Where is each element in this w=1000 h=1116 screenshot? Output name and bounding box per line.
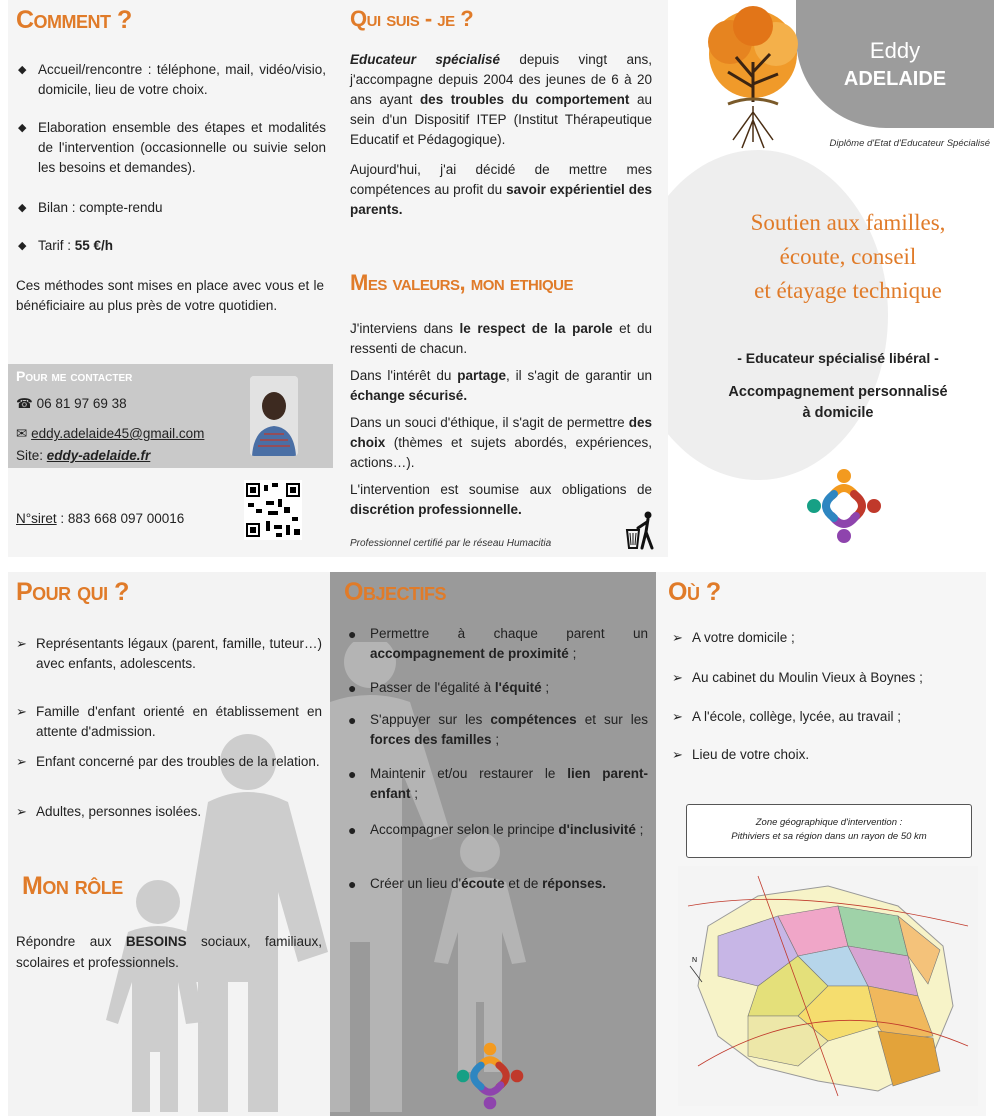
pourqui-item-3: ➢ Enfant concerné par des troubles de la relation. [12, 752, 322, 772]
panel-ou [656, 572, 986, 1116]
arrow-bullet-icon: ➢ [672, 630, 683, 645]
objectif-item-1: ● Permettre à chaque parent un accompagnement de proximité ; [348, 626, 648, 661]
family-circle-logo [804, 466, 884, 549]
panel-comment [8, 0, 334, 557]
objectifs-title: Objectifs [344, 578, 446, 606]
panel-qui-suis-je [334, 0, 668, 557]
arrow-bullet-icon: ➢ [16, 754, 27, 769]
diamond-bullet-icon: ◆ [18, 64, 27, 76]
pourqui-item-2: ➢ Famille d'enfant orienté en établissement en attente d'admission. [16, 704, 322, 739]
arrow-bullet-icon: ➢ [16, 804, 27, 819]
valeurs-p2: Dans l'intérêt du partage, il s'agit de garantir un échange sécurisé. [350, 368, 652, 403]
svg-text:N: N [692, 957, 698, 964]
ou-item-1: ➢ A votre domicile ; [668, 628, 978, 648]
comment-item-3: ◆ Bilan : compte-rendu [14, 198, 326, 218]
arrow-bullet-icon: ➢ [672, 747, 683, 762]
dot-bullet-icon: ● [348, 712, 357, 728]
last-name: ADELAIDE [843, 68, 947, 90]
envelope-icon: ✉ [16, 426, 28, 441]
diploma: Diplôme d'Etat d'Educateur Spécialisé [829, 138, 990, 149]
first-name: Eddy [869, 38, 921, 63]
accomp-line: Accompagnement personnalisé à domicile [728, 384, 948, 421]
phone-icon: ☎ [16, 396, 33, 411]
name-tab [796, 0, 994, 128]
ou-item-3: ➢ A l'école, collège, lycée, au travail ; [668, 707, 978, 727]
zone-scroll [686, 804, 972, 858]
quisuisje-p1: Educateur spécialisé depuis vingt ans, j'accompagne depuis 2004 des jeunes de 6 à 20 ans ayant des troubles du comportement au sein d'un Dispositif ITEP (Institut Thérapeutique Educatif et Pédagogique). [350, 52, 653, 147]
tagline-line-2: écoute, conseil [779, 244, 917, 269]
contact-title: Pour me contacter [16, 368, 133, 384]
comment-title: Comment ? [16, 6, 132, 34]
objectif-item-4: ● Maintenir et/ou restaurer le lien parent-enfant ; [348, 766, 648, 801]
zone-title: Zone géographique d'intervention : [755, 817, 903, 828]
contact-site[interactable]: Site: eddy-adelaide.fr [16, 448, 151, 463]
comment-item-4: ◆ Tarif : 55 €/h [14, 236, 326, 256]
contact-email[interactable]: ✉ eddy.adelaide45@gmail.com [16, 426, 205, 441]
background-circle [668, 150, 888, 480]
ou-item-4: ➢ Lieu de votre choix. [668, 745, 978, 765]
panel-cover [668, 0, 1000, 557]
panel-pour-qui [8, 572, 330, 1116]
tagline [708, 206, 988, 308]
tagline-line-1: Soutien aux familles, [750, 210, 946, 235]
pourqui-item-1: ➢ Représentants légaux (parent, famille, tuteur…) avec enfants, adolescents. [16, 636, 322, 671]
contact-box [8, 364, 333, 468]
family-circle-logo-small [454, 1040, 526, 1115]
tagline-line-3: et étayage technique [754, 278, 942, 303]
dot-bullet-icon: ● [348, 822, 357, 838]
dot-bullet-icon: ● [348, 876, 357, 892]
comment-item-1: ◆ Accueil/rencontre : téléphone, mail, vidéo/visio, domicile, lieu de votre choix. [18, 62, 326, 97]
ou-title: Où ? [668, 578, 721, 606]
panel-objectifs [330, 572, 656, 1116]
diamond-bullet-icon: ◆ [18, 122, 27, 134]
valeurs-p3: Dans un souci d'éthique, il s'agit de permettre des choix (thèmes et sujets abordés, expériences, actions…). [350, 415, 652, 470]
role-title: Mon rôle [22, 872, 123, 900]
dot-bullet-icon: ● [348, 626, 357, 642]
objectif-item-3: ● S'appuyer sur les compétences et sur les forces des familles ; [348, 712, 648, 747]
comment-item-2: ◆ Elaboration ensemble des étapes et modalités de l'intervention (occasionnelle ou suivie selon les besoins et demandes). [18, 120, 326, 175]
contact-phone[interactable]: ☎ 06 81 97 69 38 [16, 396, 127, 411]
valeurs-p4: L'intervention est soumise aux obligations de discrétion professionnelle. [350, 482, 652, 517]
certif-note: Professionnel certifié par le réseau Humacitia [350, 538, 552, 549]
diamond-bullet-icon: ◆ [18, 240, 27, 252]
arrow-bullet-icon: ➢ [16, 636, 27, 651]
dot-bullet-icon: ● [348, 766, 357, 782]
trash-bin-icon [624, 510, 658, 553]
dot-bullet-icon: ● [348, 680, 357, 696]
objectif-item-6: ● Créer un lieu d'écoute et de réponses. [348, 876, 606, 892]
pourqui-title: Pour qui ? [16, 578, 129, 606]
valeurs-title: Mes valeurs, mon ethique [350, 270, 574, 295]
ou-item-2: ➢ Au cabinet du Moulin Vieux à Boynes ; [668, 668, 978, 688]
role-text: Répondre aux BESOINS sociaux, familiaux, scolaires et professionnels. [16, 934, 322, 970]
pourqui-item-4: ➢ Adultes, personnes isolées. [12, 802, 322, 822]
arrow-bullet-icon: ➢ [672, 670, 683, 685]
objectif-item-2: ● Passer de l'égalité à l'équité ; [348, 680, 550, 696]
qr-code[interactable] [244, 480, 302, 540]
quisuisje-p2: Aujourd'hui, j'ai décidé de mettre mes compétences au profit du savoir expérientiel des parents. [350, 162, 652, 217]
arrow-bullet-icon: ➢ [672, 709, 683, 724]
valeurs-p1: J'interviens dans le respect de la parole et du ressenti de chacun. [350, 321, 652, 356]
quisuisje-title: Qui suis - je ? [350, 6, 474, 31]
zone-text: Pithiviers et sa région dans un rayon de 50 km [731, 831, 927, 842]
arrow-bullet-icon: ➢ [16, 704, 27, 719]
comment-note: Ces méthodes sont mises en place avec vous et le bénéficiaire au plus près de votre quotidien. [16, 278, 324, 313]
portrait-photo [250, 376, 298, 456]
role-line: - Educateur spécialisé libéral - [737, 350, 939, 366]
diamond-bullet-icon: ◆ [18, 202, 27, 214]
tree-logo [698, 2, 808, 155]
objectif-item-5: ● Accompagner selon le principe d'inclusivité ; [348, 822, 644, 838]
siret: N°siret : 883 668 097 00016 [16, 511, 185, 526]
region-map [678, 866, 978, 1109]
